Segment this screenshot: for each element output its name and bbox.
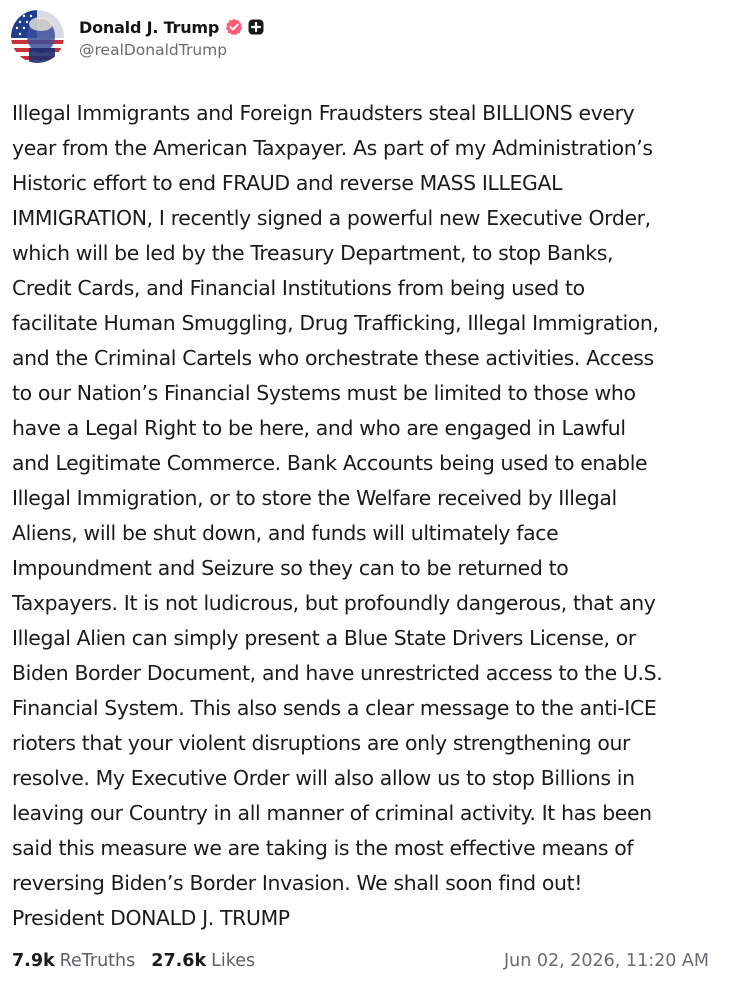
author-identity — [79, 16, 264, 59]
post-timestamp[interactable]: Jun 02, 2026, 11:20 AM — [503, 951, 709, 971]
avatar[interactable] — [11, 10, 64, 63]
post-header — [11, 10, 264, 66]
likes-count: 27.6k — [151, 951, 207, 971]
post-body-text: Illegal Immigrants and Foreign Fraudsters steal BILLIONS every year from the American Taxpayer. As part of my Administration’s Historic effort to end FRAUD and reverse MASS ILLEGAL IMMIGRATION, I recently signed a powerful new Executive Order, which will be led by the Treasury Department, to stop Banks, Credit Cards, and Financial Institutions from being used to facilitate Human Smuggling, Drug Trafficking, Illegal Immigration, and the Criminal Cartels who orchestrate these activities. Access to our Nation’s Financial Systems must be limited to those who have a Legal Right to be here, and who are engaged in Lawful and Legitimate Commerce. Bank Accounts being used to enable Illegal Immigration, or to store the Welfare received by Illegal Aliens, will be shut down, and funds will ultimately face Impoundment and Seizure so they can to be returned to Taxpayers. It is not ludicrous, but profoundly dangerous, that any Illegal Alien can simply present a Blue State Drivers License, or Biden Border Document, and have unrestricted access to the U.S. Financial System. This also sends a clear message to the anti-ICE rioters that your violent disruptions are only strengthening our resolve. My Executive Order will also allow us to stop Billions in leaving our Country in all manner of criminal activity. It has been said this measure we are taking is the most effective means of reversing Biden’s Border Invasion. We shall soon find out! President DONALD J. TRUMP — [12, 101, 663, 930]
author-handle[interactable]: @realDonaldTrump — [79, 41, 228, 59]
author-display-name[interactable]: Donald J. Trump — [79, 17, 220, 37]
verified-badge-icon — [225, 18, 243, 36]
avatar-image — [11, 10, 64, 63]
likes-label: Likes — [211, 951, 256, 971]
post-footer — [12, 946, 709, 976]
retruths-count: 7.9k — [12, 951, 55, 971]
likes-stat[interactable] — [151, 951, 255, 971]
author-name-row — [79, 16, 264, 38]
retruths-stat[interactable] — [12, 951, 135, 971]
plus-icon[interactable] — [248, 19, 264, 35]
retruths-label: ReTruths — [59, 951, 136, 971]
